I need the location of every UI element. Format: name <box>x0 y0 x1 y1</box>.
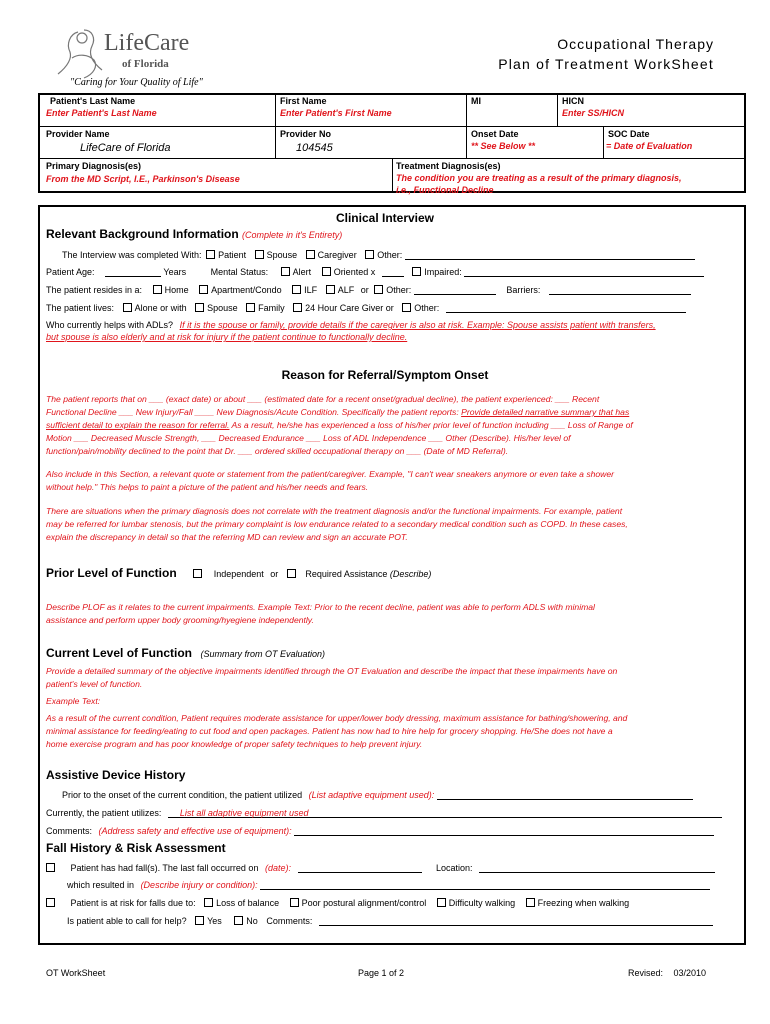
caregiver24-label: 24 Hour Care Giver or <box>305 303 394 313</box>
adls-answer-2[interactable]: but spouse is also elderly and at risk for injury if the patient continue to functionally decline. <box>46 332 408 342</box>
plof-p1: Describe PLOF as it relates to the current impairments. Example Text: Prior to the recent decline, patient was able to perform ADLS with minimal <box>46 602 595 612</box>
opt-other-label: Other: <box>377 250 403 260</box>
age-label: Patient Age: <box>46 267 95 277</box>
opt-caregiver-label: Caregiver <box>317 250 357 260</box>
referral-p1-b-u: Provide detailed narrative summary that has <box>461 407 630 417</box>
checkbox-required-assistance[interactable] <box>287 569 296 578</box>
age-input[interactable] <box>105 267 161 277</box>
assistive-current-value: List all adaptive equipment used <box>179 808 309 818</box>
clof-note: (Summary from OT Evaluation) <box>200 649 326 659</box>
treatment-dx-field-2[interactable]: i.e., Functional Decline <box>396 185 494 195</box>
oriented-label: Oriented x <box>333 267 376 277</box>
assistive-prior-label: Prior to the onset of the current condition, the patient utilized <box>62 790 303 800</box>
interview-row <box>62 250 695 260</box>
alone-label: Alone or with <box>134 303 187 313</box>
difficulty-walking-label: Difficulty walking <box>448 898 516 908</box>
logo <box>48 24 278 94</box>
treatment-dx-field-1[interactable]: The condition you are treating as a result of the primary diagnosis, <box>396 173 682 183</box>
lives-spouse-label: Spouse <box>207 303 238 313</box>
clof-title: Current Level of Function <box>46 646 193 660</box>
provider-no-label: Provider No <box>280 129 332 139</box>
assistive-comments-input[interactable] <box>294 826 714 836</box>
fall-comments-input[interactable] <box>319 916 713 926</box>
referral-p1-c-u: sufficient detail to explain the reason for referral. <box>46 420 230 430</box>
referral-p3-c: explain the discrepancy in detail so that the referring MD can review and sign an accurate POT. <box>46 532 408 542</box>
fall-resulted-input[interactable] <box>260 880 710 890</box>
checkbox-alert[interactable] <box>281 267 290 276</box>
provider-name-field[interactable]: LifeCare of Florida <box>80 142 171 154</box>
hicn-label: HICN <box>562 96 584 106</box>
or-label: or <box>360 285 369 295</box>
plof-or-label: or <box>270 569 279 579</box>
first-name-field[interactable]: Enter Patient's First Name <box>280 108 392 118</box>
logo-of-florida: of Florida <box>122 58 169 70</box>
checkbox-yes[interactable] <box>195 916 204 925</box>
clinical-interview-title: Clinical Interview <box>335 211 435 225</box>
checkbox-resides-other[interactable] <box>374 285 383 294</box>
assistive-comments-row <box>46 826 714 836</box>
fall-risk-row <box>46 898 629 908</box>
years-label: Years <box>163 267 187 277</box>
mi-label: MI <box>471 96 481 106</box>
clof-p3: As a result of the current condition, Patient requires moderate assistance for upper/lower body dressing, maximum assistance for bathing/showering, and <box>46 713 628 723</box>
family-label: Family <box>258 303 285 313</box>
checkbox-had-falls[interactable] <box>46 863 55 872</box>
fall-date-input[interactable] <box>298 863 422 873</box>
first-name-label: First Name <box>280 96 327 106</box>
lives-row <box>46 303 686 313</box>
resides-other-input[interactable] <box>414 285 496 295</box>
mental-status-label: Mental Status: <box>210 267 269 277</box>
fall-date-label: (date): <box>264 863 291 873</box>
referral-p2-a: Also include in this Section, a relevant quote or statement from the patient/caregiver. Example, "I can't wear sneakers anymore or even take a shower <box>46 469 615 479</box>
checkbox-alone[interactable] <box>123 303 132 312</box>
clof-p1: Provide a detailed summary of the objective impairments identified through the OT Evaluation and describe the impact that these impairments have on <box>46 666 618 676</box>
checkbox-alf[interactable] <box>326 285 335 294</box>
assistive-title: Assistive Device History <box>46 768 186 782</box>
adls-row <box>46 320 656 330</box>
resides-row <box>46 285 691 295</box>
background-title-text: Relevant Background Information <box>46 227 239 241</box>
referral-paragraph-1[interactable] <box>46 393 740 458</box>
referral-p1-c: As a result, he/she has experienced a loss of his/her prior level of function including ___ Loss of Range of <box>229 420 633 430</box>
assistive-prior-input[interactable] <box>437 790 693 800</box>
call-help-label: Is patient able to call for help? <box>67 916 187 926</box>
apartment-label: Apartment/Condo <box>211 285 282 295</box>
lives-label: The patient lives: <box>46 303 115 313</box>
alf-label: ALF <box>337 285 355 295</box>
provider-no-field[interactable]: 104545 <box>296 142 333 154</box>
last-name-field[interactable]: Enter Patient's Last Name <box>46 108 157 118</box>
fall-resulted-row <box>67 880 710 890</box>
footer-revised-label: Revised: <box>628 968 664 978</box>
assistive-comments-label: Comments: <box>46 826 93 836</box>
checkbox-24hour[interactable] <box>293 303 302 312</box>
referral-p2-b: without help." This helps to paint a picture of the patient and his/her needs and fears. <box>46 482 369 492</box>
at-risk-label: Patient is at risk for falls due to: <box>70 898 196 908</box>
opt-spouse-label: Spouse <box>266 250 298 260</box>
referral-title: Reason for Referral/Symptom Onset <box>281 368 489 382</box>
alert-label: Alert <box>292 267 312 277</box>
plof-p2: assistance and perform upper body grooming/hyegiene independently. <box>46 615 314 625</box>
checkbox-home[interactable] <box>153 285 162 294</box>
freezing-label: Freezing when walking <box>537 898 630 908</box>
checkbox-oriented[interactable] <box>322 267 331 276</box>
logo-tagline: "Caring for Your Quality of Life" <box>70 77 203 88</box>
title-line2: Plan of Treatment WorkSheet <box>498 56 714 72</box>
treatment-dx-label: Treatment Diagnosis(es) <box>396 161 501 171</box>
plof-describe: (Describe) <box>389 569 432 579</box>
referral-p1-d: Motion ___ Decreased Muscle Strength, ___ Decreased Endurance ___ Loss of ADL Independence ___ Other (Describe). His/her level of <box>46 433 571 443</box>
opt-patient-label: Patient <box>218 250 247 260</box>
fall-resulted-label: which resulted in <box>67 880 135 890</box>
assistive-prior-row <box>62 790 693 800</box>
checkbox-lives-spouse[interactable] <box>195 303 204 312</box>
checkbox-spouse[interactable] <box>255 250 264 259</box>
checkbox-loss-balance[interactable] <box>204 898 213 907</box>
posture-label: Poor postural alignment/control <box>301 898 427 908</box>
logo-name: LifeCare <box>104 30 190 56</box>
soc-date-field[interactable]: = Date of Evaluation <box>606 141 693 151</box>
footer-revised-value: 03/2010 <box>673 968 707 978</box>
fall-location-input[interactable] <box>479 863 715 873</box>
assistive-current-label: Currently, the patient utilizes: <box>46 808 162 818</box>
clof-row <box>46 646 325 660</box>
title-line1: Occupational Therapy <box>557 36 714 52</box>
assistive-comments-note: (Address safety and effective use of equipment): <box>98 826 292 836</box>
clof-p4: minimal assistance for feeding/eating to cut food and open packages. Patient has now had to hire help for grocery shopping. He/She does not have a <box>46 726 613 736</box>
referral-p3-a: There are situations when the primary diagnosis does not correlate with the treatment diagnosis and/or the functional impairments. For example, patient <box>46 506 623 516</box>
referral-p1-b: Functional Decline ___ New Injury/Fall ____ New Diagnosis/Acute Condition. Specifically the patient reports: <box>46 407 462 417</box>
plof-title: Prior Level of Function <box>46 566 177 580</box>
adls-question: Who currently helps with ADLs? <box>46 320 174 330</box>
resides-label: The patient resides in a: <box>46 285 143 295</box>
independent-label: Independent <box>213 569 264 579</box>
barriers-label: Barriers: <box>506 285 541 295</box>
lives-other-input[interactable] <box>446 303 686 313</box>
barriers-input[interactable] <box>549 285 691 295</box>
assistive-prior-note: (List adaptive equipment used): <box>308 790 435 800</box>
checkbox-other[interactable] <box>365 250 374 259</box>
primary-dx-label: Primary Diagnosis(es) <box>46 161 142 171</box>
interview-other-input[interactable] <box>405 250 695 260</box>
clof-paragraph[interactable] <box>46 665 740 751</box>
checkbox-apartment[interactable] <box>199 285 208 294</box>
checkbox-lives-other[interactable] <box>402 303 411 312</box>
hicn-field[interactable]: Enter SS/HICN <box>562 108 625 118</box>
impaired-label: Impaired: <box>424 267 462 277</box>
background-title <box>46 227 342 241</box>
assistive-current-input[interactable] <box>168 808 722 818</box>
oriented-input[interactable] <box>382 267 404 277</box>
primary-dx-field[interactable]: From the MD Script, I.E., Parkinson's Disease <box>46 174 240 184</box>
referral-p3-b: may be referred for lumbar stenosis, but the primary complaint is low endurance related to a secondary medical condition such as COPD. In these cases, <box>46 519 628 529</box>
resides-other-label: Other: <box>386 285 412 295</box>
checkbox-impaired[interactable] <box>412 267 421 276</box>
checkbox-ilf[interactable] <box>292 285 301 294</box>
plof-row <box>46 566 431 580</box>
no-label: No <box>246 916 258 926</box>
adls-answer-1[interactable]: If it is the spouse or family, provide details if the caregiver is also at risk. Example: Spouse assists patient with transfers, <box>179 320 656 330</box>
loss-balance-label: Loss of balance <box>216 898 280 908</box>
required-assistance-label: Required Assistance <box>305 569 388 579</box>
fall-call-row <box>67 916 713 926</box>
provider-name-label: Provider Name <box>46 129 110 139</box>
soc-date-label: SOC Date <box>608 129 650 139</box>
footer-revised <box>628 968 706 978</box>
interview-with-label: The Interview was completed With: <box>62 250 202 260</box>
checkbox-difficulty-walking[interactable] <box>437 898 446 907</box>
onset-date-label: Onset Date <box>471 129 519 139</box>
referral-paragraph-2[interactable] <box>46 468 740 494</box>
onset-date-field[interactable]: ** See Below ** <box>471 141 536 151</box>
checkbox-posture[interactable] <box>290 898 299 907</box>
fall-location-label: Location: <box>436 863 473 873</box>
fall-resulted-note: (Describe injury or condition): <box>140 880 258 890</box>
home-label: Home <box>164 285 189 295</box>
yes-label: Yes <box>207 916 222 926</box>
clof-p2: patient's level of function. <box>46 679 143 689</box>
age-row <box>46 267 704 277</box>
referral-p1-a: The patient reports that on ___ (exact date) or about ___ (estimated date for a recent onset/gradual decline), the patient experienced: ___ Recent <box>46 394 600 404</box>
clof-p5: home exercise program and has poor knowledge of proper safety techniques to help prevent injury. <box>46 739 423 749</box>
checkbox-family[interactable] <box>246 303 255 312</box>
clof-example: Example Text: <box>46 696 101 706</box>
plof-paragraph[interactable] <box>46 601 740 627</box>
fall-comments-label: Comments: <box>266 916 313 926</box>
footer-left: OT WorkSheet <box>46 968 106 978</box>
had-falls-label: Patient has had fall(s). The last fall occurred on <box>70 863 259 873</box>
checkbox-patient[interactable] <box>206 250 215 259</box>
ilf-label: ILF <box>304 285 318 295</box>
fall-had-row <box>46 863 715 873</box>
checkbox-no[interactable] <box>234 916 243 925</box>
last-name-label: Patient's Last Name <box>50 96 136 106</box>
checkbox-caregiver[interactable] <box>306 250 315 259</box>
footer-page: Page 1 of 2 <box>358 968 405 978</box>
impaired-input[interactable] <box>464 267 704 277</box>
background-note: (Complete in it's Entirety) <box>242 230 343 240</box>
referral-paragraph-3[interactable] <box>46 505 740 544</box>
checkbox-at-risk[interactable] <box>46 898 55 907</box>
referral-p1-e: function/pain/mobility declined to the point that Dr. ___ ordered skilled occupational therapy on ___ (Date of MD Referral). <box>46 446 509 456</box>
lives-other-label: Other: <box>414 303 440 313</box>
assistive-current-row <box>46 808 722 818</box>
checkbox-independent[interactable] <box>193 569 202 578</box>
fall-title: Fall History & Risk Assessment <box>46 841 226 855</box>
checkbox-freezing[interactable] <box>526 898 535 907</box>
